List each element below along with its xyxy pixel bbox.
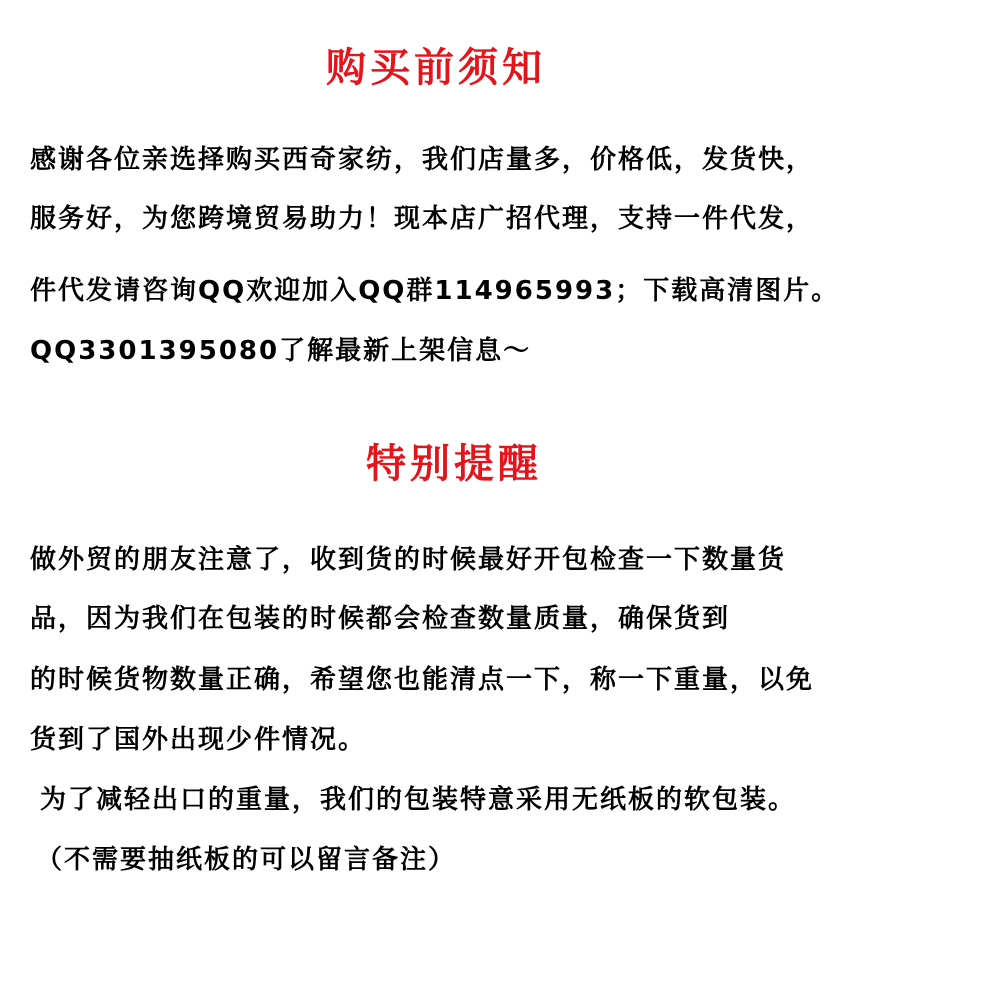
reminder-line-3: 的时候货物数量正确，希望您也能清点一下，称一下重量，以免 [30, 665, 815, 695]
notice-line-2: 服务好，为您跨境贸易助力！现本店广招代理，支持一件代发， [30, 204, 815, 234]
reminder-line-4: 货到了国外出现少件情况。 [30, 725, 367, 755]
reminder-line-2: 品，因为我们在包装的时候都会检查数量质量，确保货到 [30, 604, 731, 634]
notice-line-3: 件代发请咨询QQ欢迎加入QQ群114965993；下载高清图片。 [30, 276, 840, 306]
reminder-title: 特别提醒 [366, 440, 542, 487]
notice-line-1: 感谢各位亲选择购买西奇家纺，我们店量多，价格低，发货快， [30, 145, 815, 175]
reminder-line-5: 为了减轻出口的重量，我们的包装特意采用无纸板的软包装。 [40, 785, 797, 815]
reminder-line-6: （不需要抽纸板的可以留言备注） [36, 845, 457, 875]
notice-title: 购买前须知 [326, 44, 546, 91]
reminder-line-1: 做外贸的朋友注意了，收到货的时候最好开包检查一下数量货 [30, 545, 787, 575]
notice-line-4: QQ3301395080了解最新上架信息～ [30, 336, 532, 366]
